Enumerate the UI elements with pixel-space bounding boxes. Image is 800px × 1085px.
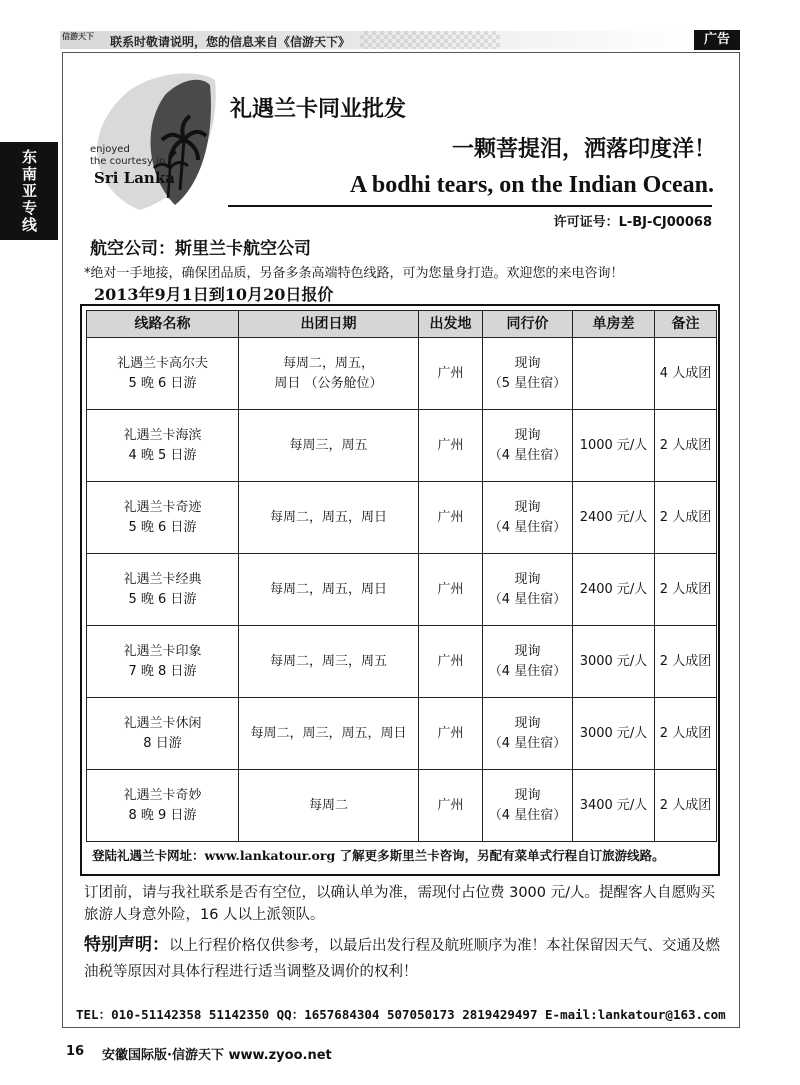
sri-lanka-logo <box>80 70 230 215</box>
date-cell: 每周二，周五，周日 <box>239 482 419 554</box>
declaration <box>84 932 724 985</box>
note-cell: 2 人成团 <box>655 626 717 698</box>
table-row <box>87 770 717 842</box>
table-row <box>87 698 717 770</box>
price-cell: 现询 （4 星住宿） <box>483 554 573 626</box>
price-cell: 现询 （4 星住宿） <box>483 770 573 842</box>
intro-text: *绝对一手地接，确保团品质，另备多条高端特色线路，可为您量身打造。欢迎您的来电咨询！ <box>84 266 624 281</box>
header-notice: 联系时敬请说明，您的信息来自《信游天下》 <box>110 35 351 49</box>
departure-cell: 广州 <box>419 410 483 482</box>
departure-cell: 广州 <box>419 626 483 698</box>
price-cell: 现询 （5 星住宿） <box>483 338 573 410</box>
order-note: 订团前，请与我社联系是否有空位，以确认单为准，需现付占位费 3000 元/人。提醒客人自愿购买旅游人身意外险，16 人以上派领队。 <box>84 885 716 923</box>
col-route: 线路名称 <box>87 311 239 338</box>
single-cell: 1000 元/人 <box>573 410 655 482</box>
departure-cell: 广州 <box>419 482 483 554</box>
declaration-label: 特别声明： <box>84 935 169 955</box>
price-period: 2013年9月1日到10月20日报价 <box>94 285 334 304</box>
section-tab: 东南亚专线 <box>0 142 58 240</box>
top-bar <box>0 28 800 54</box>
top-bar-pattern <box>360 31 500 49</box>
route-cell: 礼遇兰卡海滨 4 晚 5 日游 <box>87 410 239 482</box>
price-cell: 现询 （4 星住宿） <box>483 410 573 482</box>
table-row <box>87 338 717 410</box>
table-row <box>87 626 717 698</box>
slogan-cn: 一颗菩提泪，洒落印度洋！ <box>451 136 716 162</box>
route-cell: 礼遇兰卡奇妙 8 晚 9 日游 <box>87 770 239 842</box>
single-cell <box>573 338 655 410</box>
date-cell: 每周二 <box>239 770 419 842</box>
date-cell: 每周三，周五 <box>239 410 419 482</box>
page-title: 礼遇兰卡同业批发 <box>230 96 407 122</box>
magazine-name: 安徽国际版·信游天下 www.zyoo.net <box>102 1048 332 1063</box>
departure-cell: 广州 <box>419 770 483 842</box>
logo-line2: the courtesy in <box>90 156 166 167</box>
price-table <box>86 310 717 842</box>
route-cell: 礼遇兰卡印象 7 晚 8 日游 <box>87 626 239 698</box>
col-note: 备注 <box>655 311 717 338</box>
route-cell: 礼遇兰卡休闲 8 日游 <box>87 698 239 770</box>
route-cell: 礼遇兰卡经典 5 晚 6 日游 <box>87 554 239 626</box>
departure-cell: 广州 <box>419 698 483 770</box>
title-rule <box>228 205 712 207</box>
single-cell: 2400 元/人 <box>573 482 655 554</box>
date-cell: 每周二，周三，周五 <box>239 626 419 698</box>
date-cell: 每周二，周五， 周日 （公务舱位） <box>239 338 419 410</box>
website-note: 登陆礼遇兰卡网址：www.lankatour.org 了解更多斯里兰卡咨询，另配有菜单式行程自订旅游线路。 <box>92 848 665 863</box>
route-cell: 礼遇兰卡高尔夫 5 晚 6 日游 <box>87 338 239 410</box>
col-single: 单房差 <box>573 311 655 338</box>
single-cell: 3400 元/人 <box>573 770 655 842</box>
note-cell: 2 人成团 <box>655 554 717 626</box>
logo-line1: enjoyed <box>90 144 130 155</box>
note-cell: 4 人成团 <box>655 338 717 410</box>
note-cell: 2 人成团 <box>655 482 717 554</box>
publisher-logo: 信游天下 <box>62 32 94 41</box>
page-number: 16 <box>66 1044 85 1059</box>
date-cell: 每周二，周五，周日 <box>239 554 419 626</box>
airline: 航空公司：斯里兰卡航空公司 <box>90 239 311 259</box>
single-cell: 2400 元/人 <box>573 554 655 626</box>
license-number: 许可证号：L-BJ-CJ00068 <box>553 215 712 230</box>
declaration-text: 以上行程价格仅供参考，以最后出发行程及航班顺序为准！本社保留因天气、交通及燃油税等原因对具体行程进行适当调整及调价的权利！ <box>84 938 720 980</box>
date-cell: 每周二，周三，周五，周日 <box>239 698 419 770</box>
price-cell: 现询 （4 星住宿） <box>483 626 573 698</box>
slogan-en: A bodhi tears, on the Indian Ocean. <box>349 172 714 198</box>
price-cell: 现询 （4 星住宿） <box>483 698 573 770</box>
table-header-row <box>87 311 717 338</box>
price-table-box <box>80 304 720 876</box>
col-dates: 出团日期 <box>239 311 419 338</box>
col-departure: 出发地 <box>419 311 483 338</box>
departure-cell: 广州 <box>419 554 483 626</box>
departure-cell: 广州 <box>419 338 483 410</box>
table-row <box>87 482 717 554</box>
note-cell: 2 人成团 <box>655 410 717 482</box>
table-row <box>87 554 717 626</box>
route-cell: 礼遇兰卡奇迹 5 晚 6 日游 <box>87 482 239 554</box>
single-cell: 3000 元/人 <box>573 698 655 770</box>
contact-info: TEL：010-51142358 51142350 QQ：1657684304 507050173 2819429497 E-mail:lankatour@163.com <box>76 1007 726 1022</box>
table-row <box>87 410 717 482</box>
col-price: 同行价 <box>483 311 573 338</box>
logo-brand: Sri Lanka <box>94 169 175 187</box>
note-cell: 2 人成团 <box>655 770 717 842</box>
single-cell: 3000 元/人 <box>573 626 655 698</box>
price-cell: 现询 （4 星住宿） <box>483 482 573 554</box>
ad-tag: 广告 <box>694 30 740 50</box>
note-cell: 2 人成团 <box>655 698 717 770</box>
